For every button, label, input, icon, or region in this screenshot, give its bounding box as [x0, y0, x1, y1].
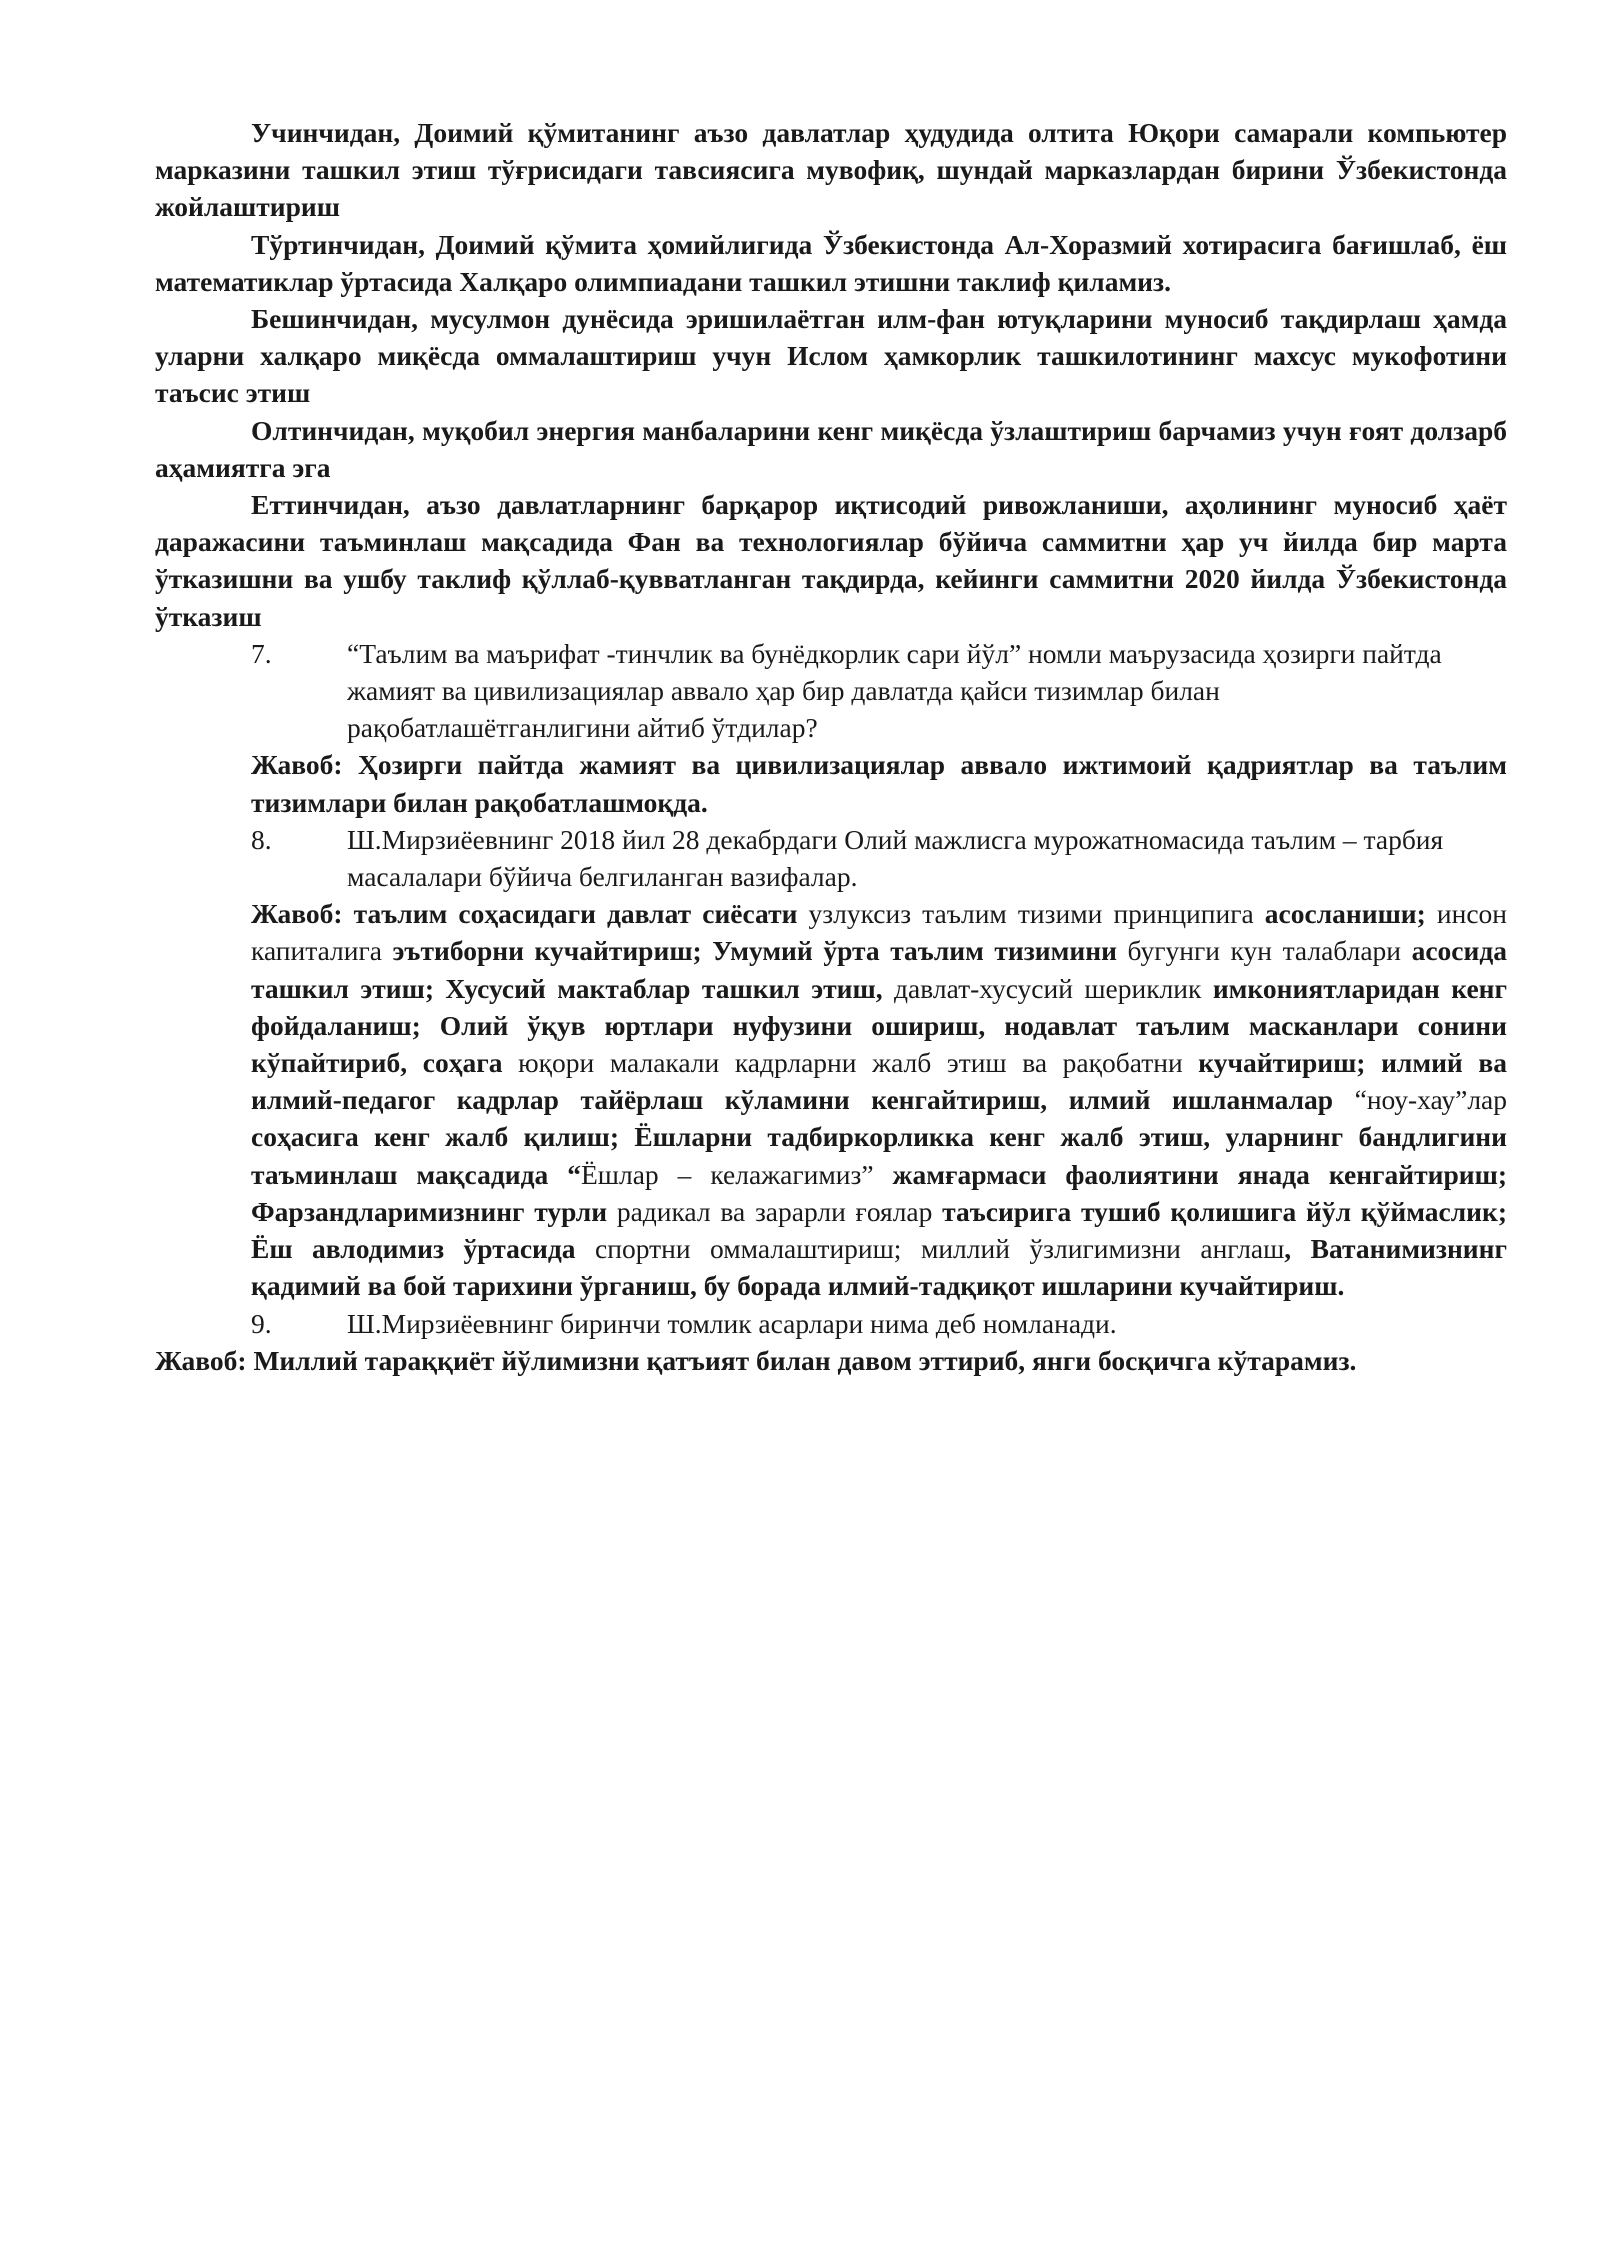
answer-segment: Ёшлар – келажагимиз”: [581, 1158, 874, 1190]
answer-segment: соҳасига кенг жалб қилиш; Ёшларни тадбиркорликка кенг жалб этиш, уларнинг бандлигини таъминлаш мақсадида “: [251, 1121, 1507, 1190]
paragraph-text: мусулмон дунёсида эришилаётган илм-фан ютуқларини муносиб тақдирлаш ҳамда уларни халқаро миқёсда оммалаштириш учун Ислом ҳамкорлик ташкилотининг махсус мукофотини таъсис этиш: [155, 303, 1507, 409]
question-number: 9.: [251, 1307, 272, 1339]
answer-segment: бугунги кун талаблари: [1116, 935, 1412, 967]
paragraph-lead: Учинчидан,: [251, 117, 401, 148]
paragraph-text: муқобил энергия манбаларини кенг миқёсда ўзлаштириш барчамиз учун ғоят долзарб аҳамиятга эга: [155, 414, 1507, 483]
paragraph-text: Доимий қўмитанинг аъзо давлатлар ҳудудида олтита Юқори самарали компьютер марказини ташкил этиш тўғрисидаги тавсиясига мувофиқ, шундай марказлардан бирини Ўзбекистонда жойлаштириш: [155, 117, 1507, 223]
paragraph-lead: Еттинчидан,: [251, 489, 410, 521]
answer-segment: таъсирига тушиб қолишига йўл қўймаслик; Ёш авлодимиз ўртасида: [251, 1195, 1507, 1265]
paragraph-third: [155, 114, 1507, 226]
answer-segment: “ноу-хау”лар: [1333, 1084, 1507, 1116]
paragraph-lead: Тўртинчидан,: [251, 228, 425, 260]
answer-segment: эътиборни кучайтириш; Умумий ўрта таълим тизимини: [392, 935, 1117, 967]
paragraph-lead: Олтинчидан,: [251, 414, 415, 446]
answer-7: Жавоб: Ҳозирги пайтда жамият ва цивилизациялар аввало ижтимоий қадриятлар ва таълим тизимлари билан рақобатлашмоқда.: [251, 749, 1507, 818]
answer-8: [155, 895, 1507, 1304]
question-8: [155, 821, 1507, 895]
answer-segment: юқори малакали кадрларни жалб этиш ва рақобатни: [502, 1047, 1199, 1079]
paragraph-sixth: [155, 412, 1507, 486]
answer-segment: инсон капиталига: [251, 898, 1508, 967]
question-number: 8.: [251, 823, 272, 855]
question-text: Ш.Мирзиёевнинг 2018 йил 28 декабрдаги Олий мажлисга мурожатномасида таълим – тарбия масалалари бўйича белгиланган вазифалар.: [347, 823, 1444, 893]
answer-segment: асосланиши;: [1264, 898, 1426, 930]
paragraph-seventh: [155, 486, 1507, 635]
answer-segment: асосида ташкил этиш; Хусусий мактаблар ташкил этиш,: [251, 935, 1508, 1004]
answer-segment: , Ватанимизнинг қадимий ва бой тарихини ўрганиш, бу борада илмий-тадқиқот ишларини кучайтириш.: [251, 1233, 1507, 1302]
answer-segment: имкониятларидан кенг фойдаланиш; Олий ўқув юртлари нуфузини ошириш, нодавлат таълим масканлари сонини кўпайтириб, соҳага: [251, 972, 1507, 1079]
question-7: [155, 635, 1507, 747]
answer-segment: давлат-хусусий шериклик: [882, 972, 1213, 1004]
question-number: 7.: [251, 637, 272, 669]
answer-segment: кучайтириш; илмий ва илмий-педагог кадрлар тайёрлаш кўламини кенгайтириш, илмий ишланмалар: [251, 1047, 1507, 1116]
answer-segment: радикал ва зарарли ғоялар: [607, 1195, 943, 1227]
paragraph-lead: Бешинчидан,: [251, 303, 419, 335]
answer-segment: узлуксиз таълим тизими принципига: [797, 898, 1265, 930]
answer-segment: спортни оммалаштириш; миллий ўзлигимизни англаш: [575, 1233, 1285, 1265]
paragraph-fourth: [155, 226, 1507, 300]
paragraph-text: Доимий қўмита ҳомийлигида Ўзбекистонда Ал-Хоразмий хотирасига бағишлаб, ёш математиклар ўртасида Халқаро олимпиадани ташкил этишни таклиф қиламиз.: [155, 228, 1507, 297]
question-text: “Таълим ва маърифат -тинчлик ва бунёдкорлик сари йўл” номли маърузасида ҳозирги пайтда жамият ва цивилизациялар аввало ҳар бир давлатда қайси тизимлар билан рақобатлашётганлигини айтиб ўтдилар?: [347, 637, 1442, 744]
document-page: [155, 114, 1507, 1379]
answer-segment: Жавоб: таълим соҳасидаги давлат сиёсати: [251, 898, 798, 930]
paragraph-text: аъзо давлатларнинг барқарор иқтисодий ривожланиши, аҳолининг муносиб ҳаёт даражасини таъминлаш мақсадида Фан ва технологиялар бўйича саммитни ҳар уч йилда бир марта ўтказишни ва ушбу таклиф қўллаб-қувватланган тақдирда, кейинги саммитни 2020 йилда Ўзбекистонда ўтказиш: [155, 489, 1507, 632]
answer-9: Жавоб: Миллий тараққиёт йўлимизни қатъият билан давом эттириб, янги босқичга кўтарамиз.: [155, 1344, 1357, 1376]
paragraph-fifth: [155, 300, 1507, 412]
question-text: Ш.Мирзиёевнинг биринчи томлик асарлари нима деб номланади.: [347, 1307, 1117, 1339]
question-9: [155, 1305, 1507, 1342]
answer-segment: жамғармаси фаолиятини янада кенгайтириш; Фарзандларимизнинг турли: [251, 1158, 1507, 1227]
